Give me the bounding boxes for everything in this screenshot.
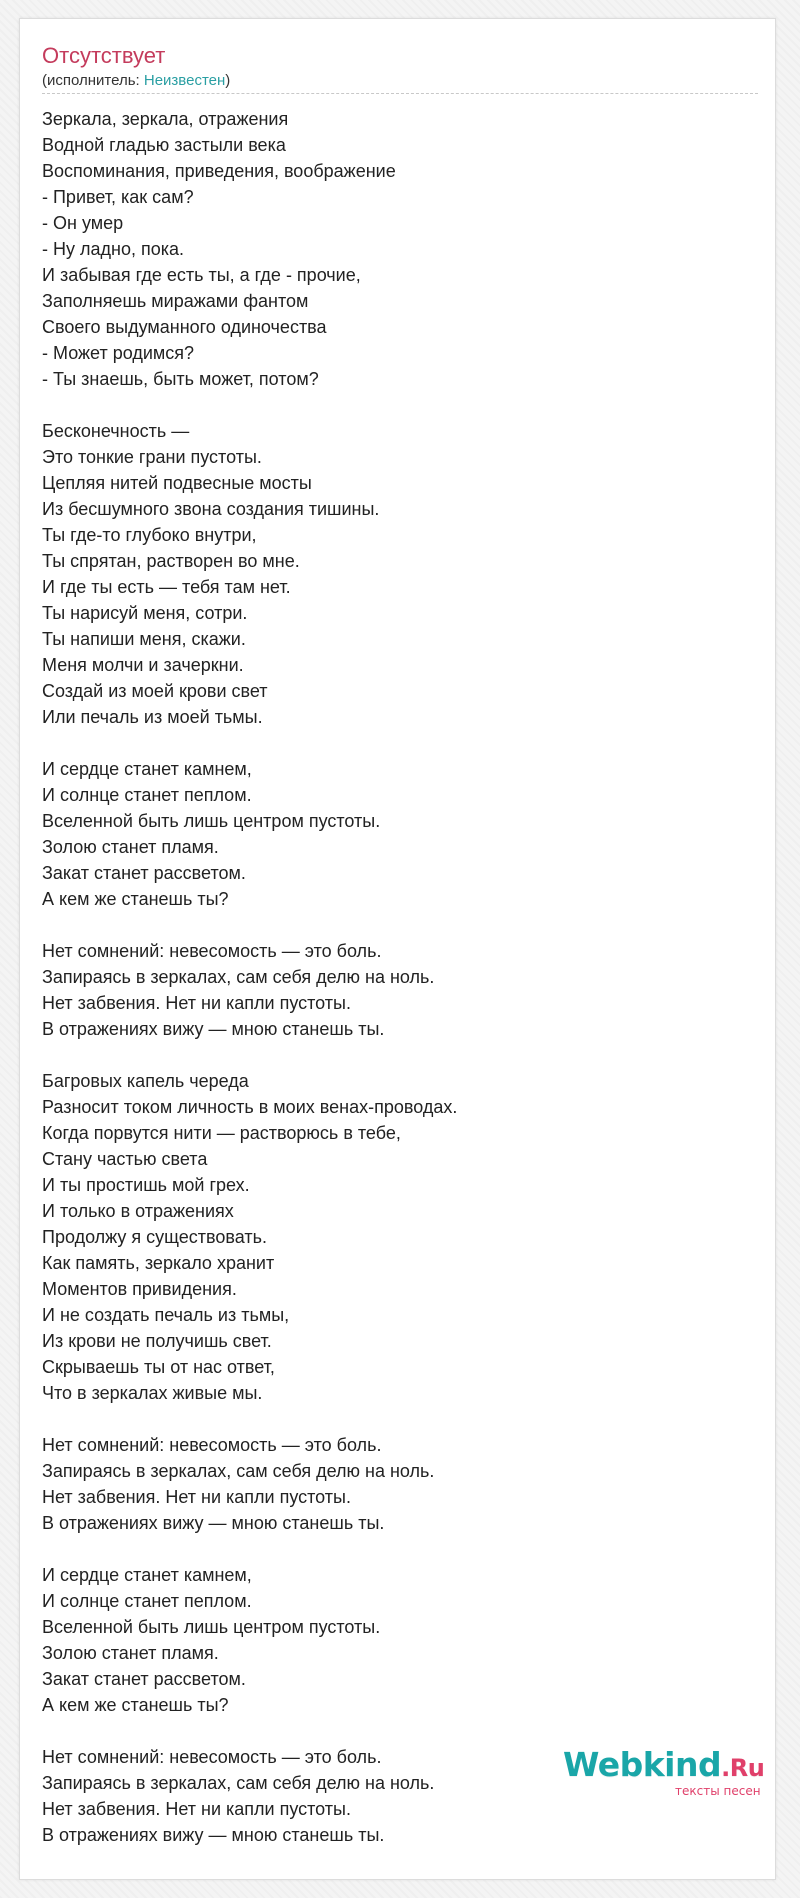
lyrics-card — [19, 18, 776, 1880]
watermark-tagline: тексты песен — [675, 1784, 761, 1798]
artist-line — [42, 72, 230, 90]
artist-suffix: ) — [225, 72, 231, 89]
artist-prefix: (исполнитель: — [42, 72, 144, 89]
site-watermark-logo — [563, 1745, 765, 1805]
watermark-tld: .Ru — [721, 1754, 765, 1782]
song-title: Отсутствует — [42, 43, 166, 68]
watermark-brand — [563, 1745, 764, 1788]
watermark-brand-name: Webkind — [563, 1745, 722, 1784]
artist-link[interactable]: Неизвестен — [143, 72, 226, 89]
header-divider — [42, 93, 758, 94]
lyrics-text: Зеркала, зеркала, отражения Водной гладью застыли века Воспоминания, приведения, воображение - Привет, как сам? - Он умер - Ну ладно, пока. И забывая где есть ты, а где - прочие, Заполняешь миражами фантом Своего выдуманного одиночества - Может родимся? - Ты знаешь, быть может, потом? Бесконечность — Это тонкие грани пустоты. Цепляя нитей подвесные мосты Из бесшумного звона создания тишины. Ты где-то глубоко внутри, Ты спрятан, растворен во мне. И где ты есть — тебя там нет. Ты нарисуй меня, сотри. Ты напиши меня, скажи. Меня молчи и зачеркни. Создай из моей крови свет Или печаль из моей тьмы. И сердце станет камнем, И солнце станет пеплом. Вселенной быть лишь центром пустоты. Золою станет пламя. Закат станет рассветом. А кем же станешь ты? Нет сомнений: невесомость — это боль. Запираясь в зеркалах, сам себя делю на ноль. Нет забвения. Нет ни капли пустоты. В отражениях вижу — мною станешь ты. Багровых капель череда Разносит током личность в моих венах-проводах. Когда порвутся нити — растворюсь в тебе, Стану частью света И ты простишь мой грех. И только в отражениях Продолжу я существовать. Как память, зеркало хранит Моментов привидения. И не создать печаль из тьмы, Из крови не получишь свет. Скрываешь ты от нас ответ, Что в зеркалах живые мы. Нет сомнений: невесомость — это боль. Запираясь в зеркалах, сам себя делю на ноль. Нет забвения. Нет ни капли пустоты. В отражениях вижу — мною станешь ты. И сердце станет камнем, И солнце станет пеплом. Вселенной быть лишь центром пустоты. Золою станет пламя. Закат станет рассветом. А кем же станешь ты? Нет сомнений: невесомость — это боль. Запираясь в зеркалах, сам себя делю на ноль. Нет забвения. Нет ни капли пустоты. В отражениях вижу — мною станешь ты. — [42, 109, 458, 1845]
